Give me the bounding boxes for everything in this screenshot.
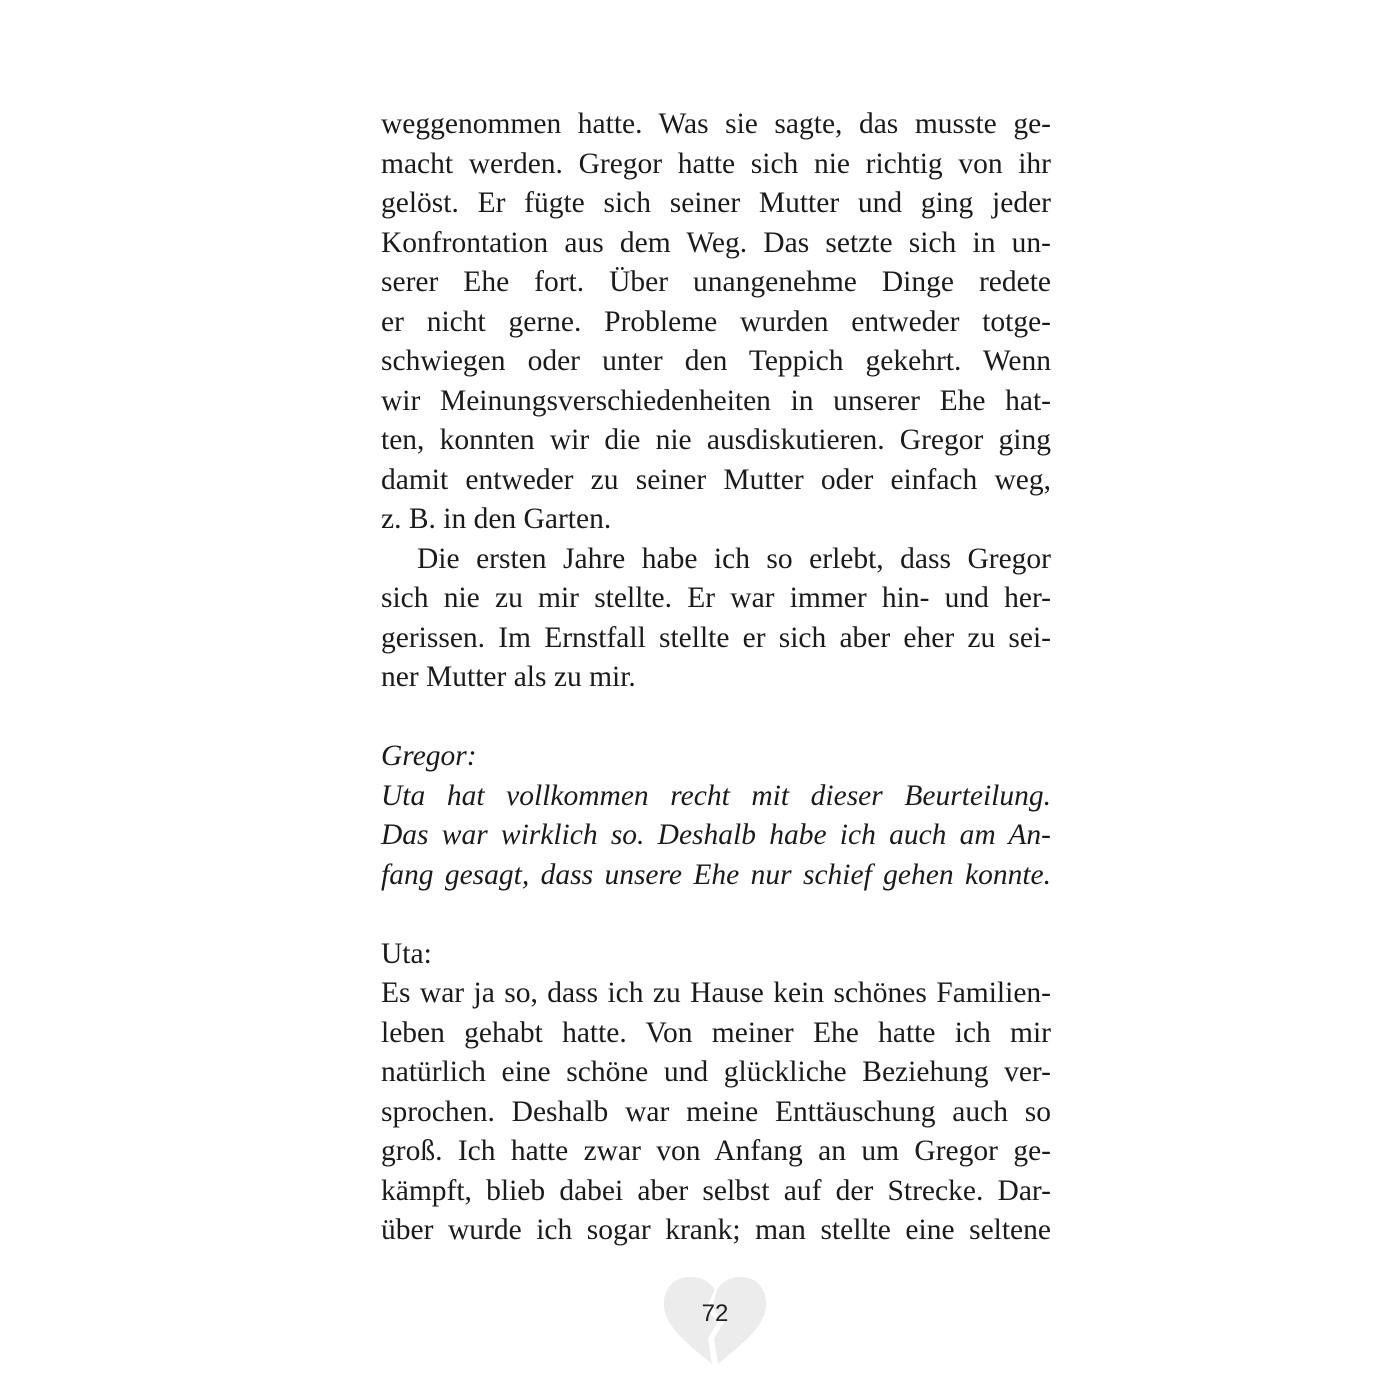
- text-line: damit entweder zu seiner Mutter oder einfach weg,: [381, 463, 1051, 496]
- text-line: Das war wirklich so. Deshalb habe ich auch am An-: [381, 819, 1051, 851]
- text-line: ten, konnten wir die nie ausdiskutieren. Gregor ging: [381, 424, 1051, 456]
- text-line: natürlich eine schöne und glückliche Beziehung ver-: [381, 1056, 1051, 1088]
- text-line: Es war ja so, dass ich zu Hause kein schönes Familien-: [381, 977, 1051, 1009]
- speaker-heading-gregor: Gregor:: [381, 740, 477, 772]
- text-line: serer Ehe fort. Über unangenehme Dinge redete: [381, 266, 1051, 298]
- text-line: leben gehabt hatte. Von meiner Ehe hatte ich mir: [381, 1016, 1051, 1049]
- text-line: gerissen. Im Ernstfall stellte er sich aber eher zu sei-: [381, 621, 1051, 654]
- text-line: schwiegen oder unter den Teppich gekehrt. Wenn: [381, 345, 1051, 377]
- page-number: 72: [701, 1300, 729, 1327]
- text-line: Die ersten Jahre habe ich so erlebt, dass Gregor: [417, 542, 1051, 575]
- text-line: sprochen. Deshalb war meine Enttäuschung auch so: [381, 1095, 1051, 1128]
- text-line: z. B. in den Garten.: [381, 503, 612, 535]
- text-line: er nicht gerne. Probleme wurden entweder totge-: [381, 305, 1051, 338]
- text-line: gelöst. Er fügte sich seiner Mutter und ging jeder: [381, 187, 1051, 219]
- text-line: macht werden. Gregor hatte sich nie richtig von ihr: [381, 147, 1051, 180]
- text-line: wir Meinungsverschiedenheiten in unserer Ehe hat-: [381, 384, 1051, 417]
- text-line: weggenommen hatte. Was sie sagte, das musste ge-: [381, 108, 1051, 140]
- text-line: Konfrontation aus dem Weg. Das setzte sich in un-: [381, 226, 1051, 259]
- text-line: über wurde ich sogar krank; man stellte eine seltene: [381, 1214, 1051, 1246]
- page-number-container: [660, 1268, 770, 1368]
- speaker-heading-uta: Uta:: [381, 937, 432, 970]
- text-line: ner Mutter als zu mir.: [381, 661, 636, 693]
- text-line: groß. Ich hatte zwar von Anfang an um Gregor ge-: [381, 1135, 1051, 1167]
- text-line: Uta hat vollkommen recht mit dieser Beurteilung.: [381, 779, 1051, 812]
- text-line: fang gesagt, dass unsere Ehe nur schief gehen konnte.: [381, 858, 1051, 891]
- text-line: sich nie zu mir stellte. Er war immer hin- und her-: [381, 582, 1051, 614]
- text-line: kämpft, blieb dabei aber selbst auf der Strecke. Dar-: [381, 1174, 1051, 1207]
